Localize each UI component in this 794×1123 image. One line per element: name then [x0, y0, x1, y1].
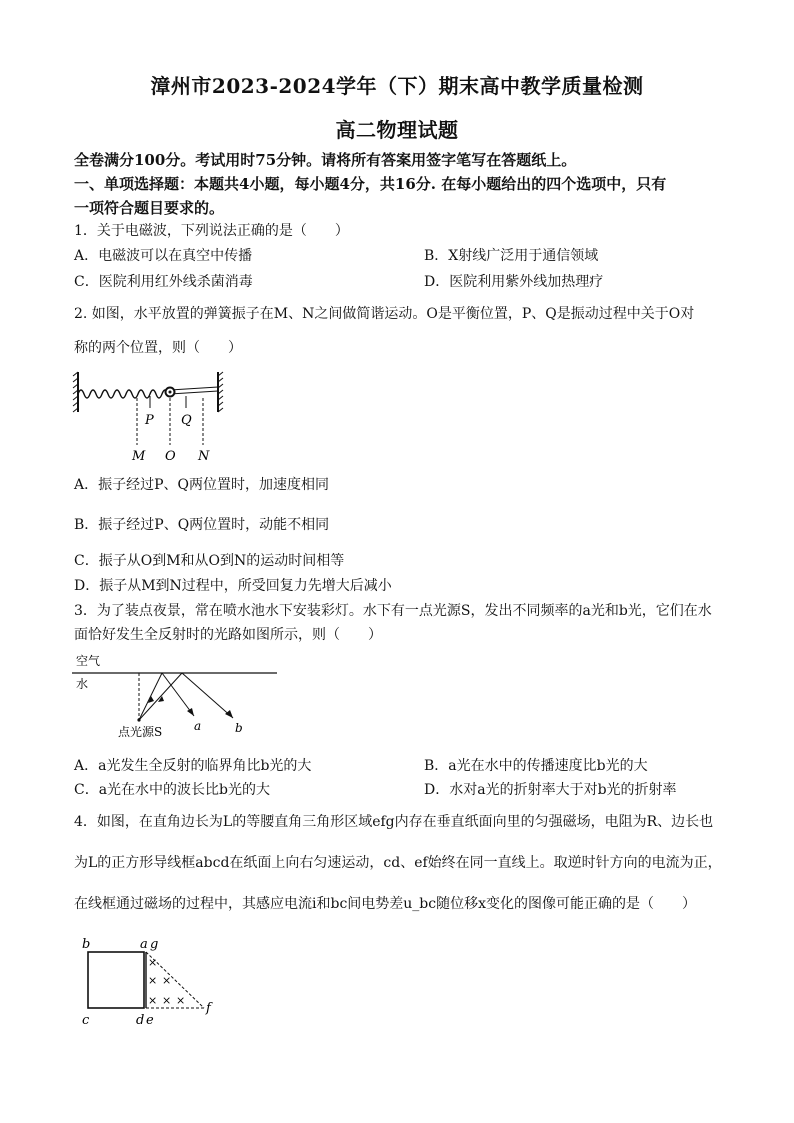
label-ray-b: b	[235, 721, 243, 735]
label-P: P	[145, 413, 154, 428]
field-cross: ×	[148, 974, 158, 987]
q1-option-a: A．电磁波可以在真空中传播	[74, 248, 253, 264]
q1-option-b: B．X射线广泛用于通信领域	[424, 248, 599, 264]
q3-option-d: D．水对a光的折射率大于对b光的折射率	[424, 782, 677, 798]
label-d: d	[136, 1013, 145, 1028]
label-air: 空气	[76, 654, 101, 668]
label-water: 水	[76, 677, 89, 691]
q3-stem-line2: 面恰好发生全反射时的光路如图所示，则（ ）	[74, 627, 382, 643]
q3-stem-line1: 3．为了装点夜景，常在喷水池水下安装彩灯。水下有一点光源S，发出不同频率的a光和b光，它们在水	[74, 603, 712, 619]
q3-option-a: A．a光发生全反射的临界角比b光的大	[74, 758, 312, 774]
label-b: b	[82, 937, 91, 952]
section-heading-line1: 一、单项选择题：本题共4小题，每小题4分，共16分. 在每小题给出的四个选项中，只有	[74, 175, 667, 193]
magnetic-field-figure	[78, 934, 228, 1034]
exam-title: 漳州市2023-2024学年（下）期末高中教学质量检测	[150, 74, 644, 98]
label-point-source: 点光源S	[118, 725, 163, 739]
exam-instructions: 全卷满分100分。考试用时75分钟。请将所有答案用签字笔写在答题纸上。	[74, 151, 577, 169]
label-g: g	[150, 937, 159, 952]
label-N: N	[198, 449, 210, 464]
field-cross: ×	[176, 994, 186, 1007]
field-cross: ×	[162, 994, 172, 1007]
label-Q: Q	[181, 413, 192, 428]
q2-stem-line2: 称的两个位置，则（ ）	[74, 340, 242, 356]
field-cross: ×	[148, 994, 158, 1007]
q4-stem-line2: 为L的正方形导线框abcd在纸面上向右匀速运动，cd、ef始终在同一直线上。取逆时针方向的电流为正，	[74, 855, 722, 871]
q1-option-c: C．医院利用红外线杀菌消毒	[74, 274, 253, 290]
section-heading-line2: 一项符合题目要求的。	[74, 199, 225, 217]
q2-option-b: B．振子经过P、Q两位置时，动能不相同	[74, 517, 330, 533]
spring-oscillator-figure	[70, 370, 230, 465]
q4-stem-line1: 4．如图，在直角边长为L的等腰直角三角形区域efg内存在垂直纸面向里的匀强磁场，电阻为R、边长也	[74, 814, 714, 830]
q1-options-row1	[74, 246, 754, 266]
label-a: a	[140, 937, 148, 952]
exam-subtitle: 高二物理试题	[335, 118, 459, 142]
field-cross: ×	[148, 956, 158, 969]
q4-stem-line3: 在线框通过磁场的过程中，其感应电流i和bc间电势差u_bc随位移x变化的图像可能正确的是（ ）	[74, 896, 696, 912]
q2-stem-line1: 2. 如图，水平放置的弹簧振子在M、N之间做简谐运动。O是平衡位置，P、Q是振动过程中关于O对	[74, 306, 695, 322]
label-c: c	[82, 1013, 90, 1028]
field-cross: ×	[162, 974, 172, 987]
light-path-figure	[72, 650, 282, 742]
q1-option-d: D．医院利用紫外线加热理疗	[424, 274, 604, 290]
label-e: e	[146, 1013, 154, 1028]
q3-options-row2	[74, 780, 754, 800]
q3-option-b: B．a光在水中的传播速度比b光的大	[424, 758, 648, 774]
q3-options-row1	[74, 756, 754, 776]
label-M: M	[132, 449, 146, 464]
label-f: f	[206, 1001, 211, 1016]
q2-option-c: C．振子从O到M和从O到N的运动时间相等	[74, 553, 345, 569]
label-ray-a: a	[194, 719, 202, 733]
q2-option-d: D．振子从M到N过程中，所受回复力先增大后减小	[74, 578, 392, 594]
q2-option-a: A．振子经过P、Q两位置时，加速度相同	[74, 477, 330, 493]
label-O: O	[165, 449, 176, 464]
q1-stem: 1．关于电磁波，下列说法正确的是（ ）	[74, 223, 349, 239]
q3-option-c: C．a光在水中的波长比b光的大	[74, 782, 271, 798]
q1-options-row2	[74, 272, 754, 292]
